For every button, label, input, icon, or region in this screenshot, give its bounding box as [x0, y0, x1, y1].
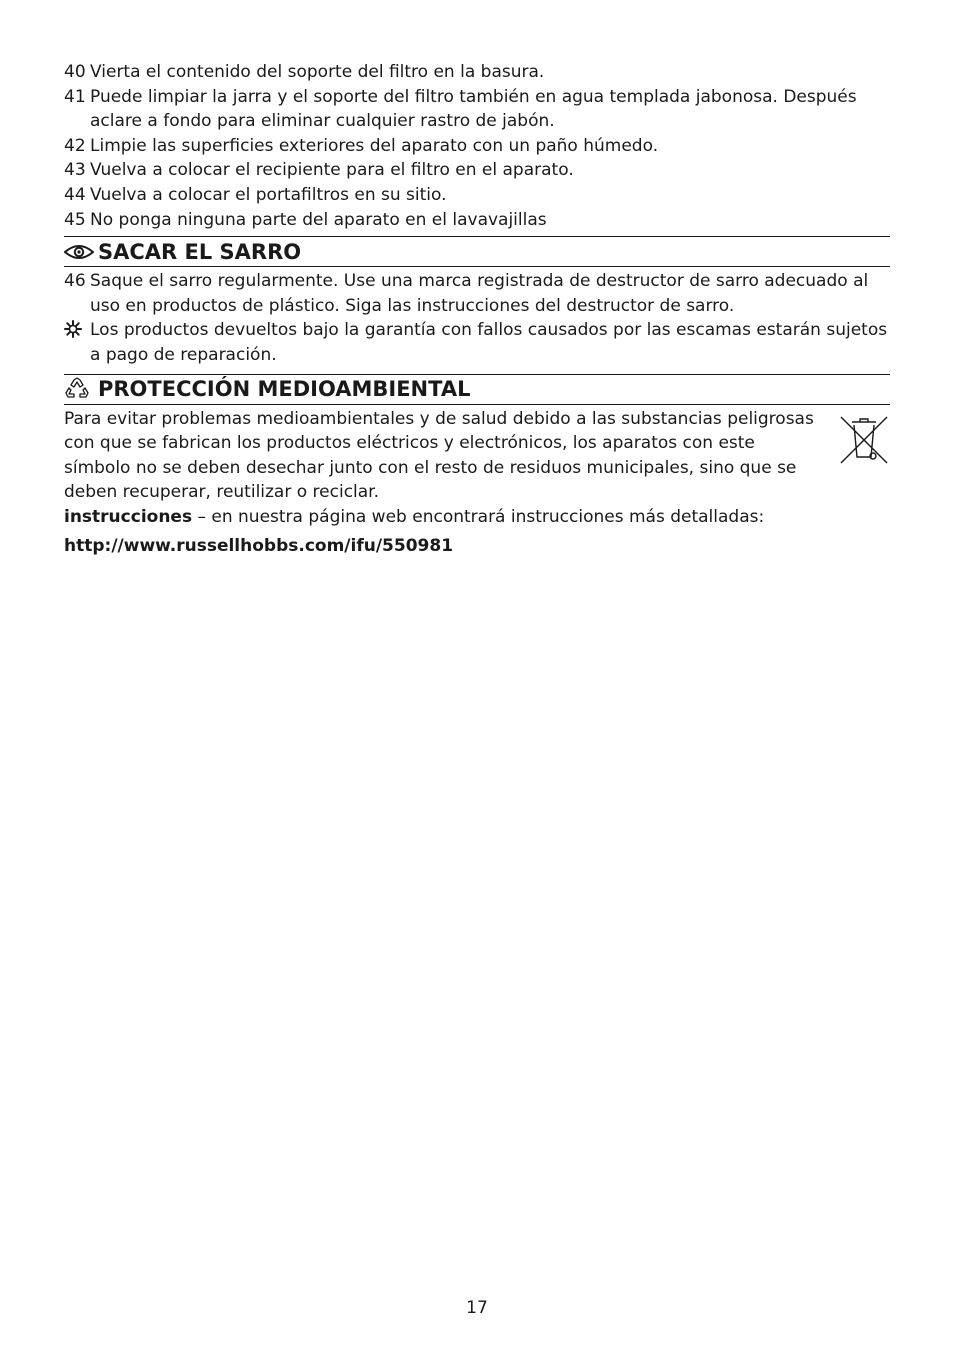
item-text: No ponga ninguna parte del aparato en el lavavajillas [90, 209, 547, 230]
item-number: 45 [64, 209, 86, 230]
list-item [64, 134, 890, 159]
crossed-bin-icon [826, 407, 890, 505]
item-text: Vierta el contenido del soporte del filtro en la basura. [90, 62, 545, 82]
item-number: 43 [64, 160, 86, 181]
document-page [64, 60, 890, 558]
page-number: 17 [466, 1298, 488, 1318]
environment-block [64, 407, 890, 505]
list-item [64, 85, 890, 134]
instructions-url-link[interactable]: http://www.russellhobbs.com/ifu/550981 [64, 535, 454, 556]
instruction-list [64, 60, 890, 232]
item-text: Vuelva a colocar el portafiltros en su sitio. [90, 184, 447, 205]
section-heading-descale [64, 236, 890, 267]
item-text: Limpie las superficies exteriores del aparato con un paño húmedo. [90, 135, 659, 156]
item-number: 42 [64, 135, 86, 156]
item-number: 41 [64, 86, 86, 107]
list-item [64, 60, 890, 85]
section-title: PROTECCIÓN MEDIOAMBIENTAL [98, 377, 471, 402]
warning-text: Los productos devueltos bajo la garantía con fallos causados por las escamas estarán sujetos a pago de reparación. [90, 320, 888, 365]
environment-paragraph: Para evitar problemas medioambientales y de salud debido a las substancias peligrosas con que se fabrican los productos eléctricos y electrónicos, los aparatos con este símbolo no se deben desechar junto con el resto de residuos municipales, sino que se deben recuperar, reutilizar o reciclar. [64, 408, 814, 503]
list-item [64, 183, 890, 208]
list-item [64, 158, 890, 183]
warning-item [64, 318, 890, 367]
instructions-text: – en nuestra página web encontrará instrucciones más detalladas: [192, 506, 765, 527]
section-title: SACAR EL SARRO [98, 239, 302, 264]
item-number: 44 [64, 184, 86, 205]
instructions-line [64, 505, 890, 530]
instructions-label: instrucciones [64, 506, 193, 527]
burst-icon [64, 318, 90, 367]
recycle-icon [64, 377, 98, 401]
list-item [64, 208, 890, 233]
eye-icon [64, 244, 98, 260]
list-item [64, 269, 890, 318]
item-text: Saque el sarro regularmente. Use una marca registrada de destructor de sarro adecuado al uso en productos de plástico. Siga las instrucciones del destructor de sarro. [90, 271, 869, 316]
item-number: 40 [64, 62, 86, 82]
section-heading-environment [64, 374, 890, 405]
item-text: Vuelva a colocar el recipiente para el filtro en el aparato. [90, 160, 574, 181]
item-number: 46 [64, 271, 86, 292]
item-text: Puede limpiar la jarra y el soporte del filtro también en agua templada jabonosa. Después aclare a fondo para eliminar cualquier rastro de jabón. [90, 86, 857, 132]
